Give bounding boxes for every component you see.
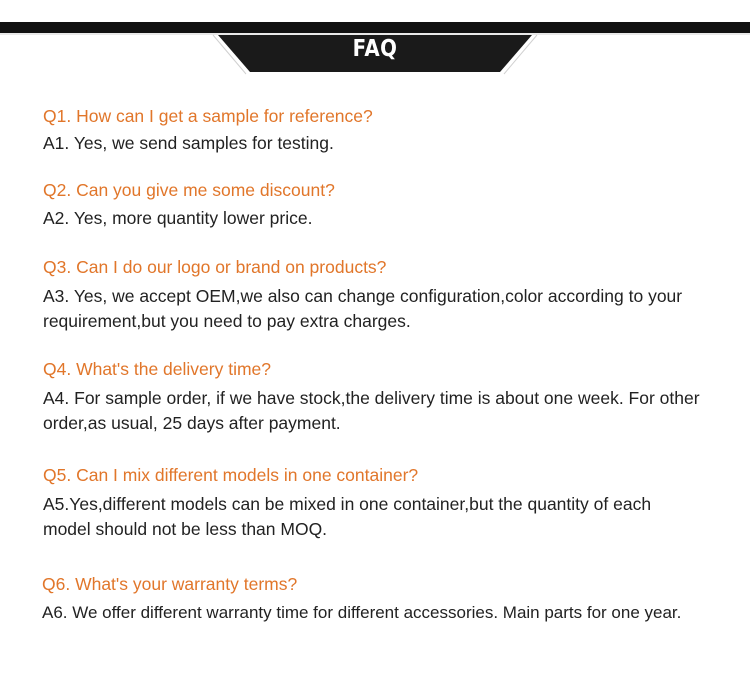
faq-answer: A1. Yes, we send samples for testing. — [43, 133, 334, 153]
faq-answer: A3. Yes, we accept OEM,we also can change configuration,color according to your requirement,but you need to pay extra charges. — [43, 286, 683, 331]
faq-question: Q2. Can you give me some discount? — [43, 180, 335, 200]
faq-answer: A5.Yes,different models can be mixed in one container,but the quantity of each model should not be less than MOQ. — [43, 494, 652, 539]
faq-question: Q1. How can I get a sample for reference? — [43, 106, 373, 126]
faq-answer: A2. Yes, more quantity lower price. — [43, 208, 313, 228]
faq-question: Q5. Can I mix different models in one container? — [43, 465, 419, 485]
faq-answer: A4. For sample order, if we have stock,the delivery time is about one week. For other order,as usual, 25 days after payment. — [43, 388, 700, 433]
faq-question: Q4. What's the delivery time? — [43, 359, 272, 379]
faq-header — [0, 0, 750, 80]
faq-question: Q3. Can I do our logo or brand on products? — [43, 257, 387, 277]
page-title: FAQ — [352, 36, 398, 62]
faq-question: Q6. What's your warranty terms? — [42, 574, 298, 594]
faq-answer: A6. We offer different warranty time for different accessories. Main parts for one year. — [42, 603, 682, 622]
